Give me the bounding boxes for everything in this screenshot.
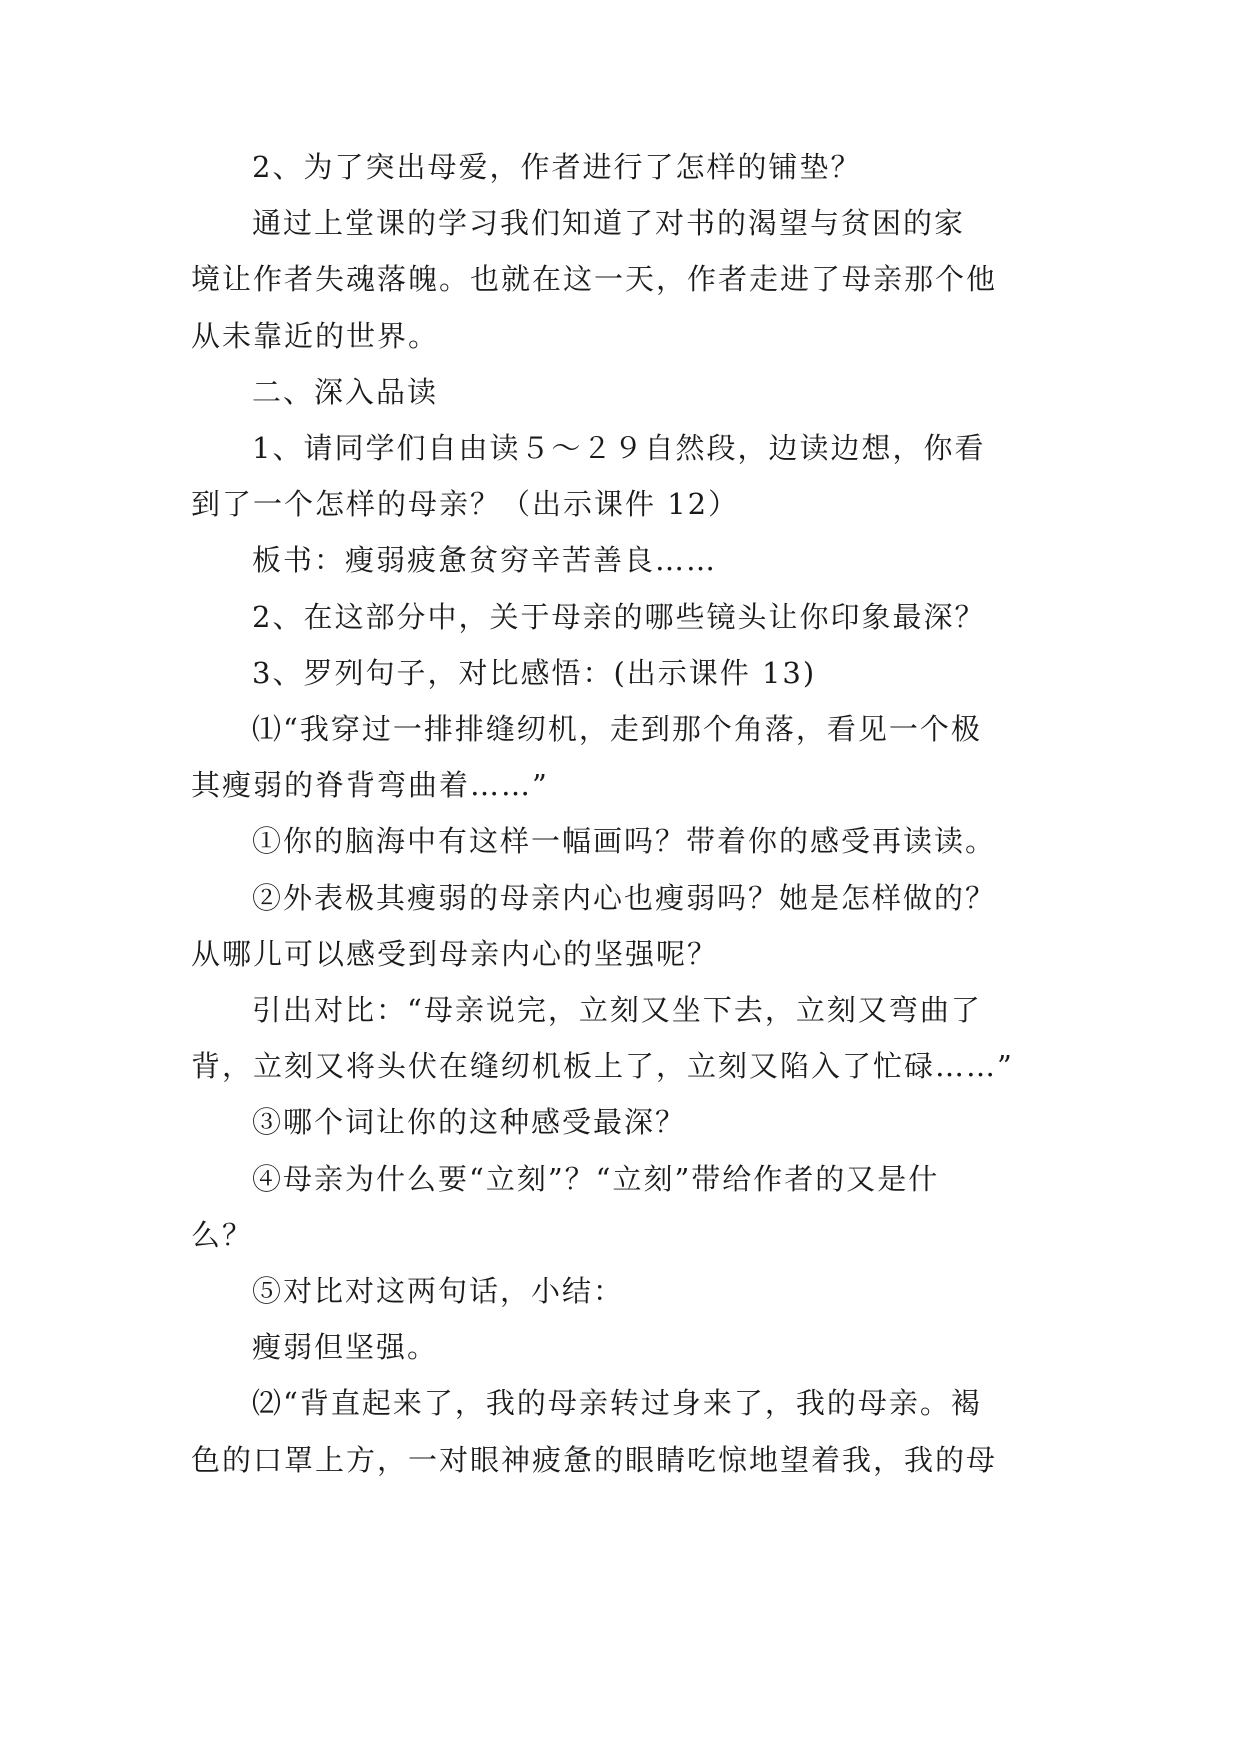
paragraph-line-first: ①你的脑海中有这样一幅画吗？带着你的感受再读读。 bbox=[252, 824, 997, 858]
paragraph-line-first: 二、深入品读 bbox=[252, 375, 439, 409]
paragraph-line-first: 2、为了突出母爱，作者进行了怎样的铺垫？ bbox=[252, 150, 862, 184]
paragraph-line-first: 1、请同学们自由读５～２９自然段，边读边想，你看 bbox=[252, 431, 986, 465]
paragraph-line: 从未靠近的世界。 bbox=[191, 319, 440, 353]
paragraph-line: 其瘦弱的脊背弯曲着……” bbox=[191, 768, 549, 802]
paragraph-line: 色的口罩上方，一对眼神疲惫的眼睛吃惊地望着我，我的母 bbox=[191, 1443, 998, 1477]
paragraph-line: 到了一个怎样的母亲？（出示课件 12） bbox=[191, 487, 740, 521]
paragraph-line: 么？ bbox=[191, 1218, 254, 1252]
paragraph-line-first: 2、在这部分中，关于母亲的哪些镜头让你印象最深？ bbox=[252, 600, 986, 634]
paragraph-line-first: ③哪个词让你的这种感受最深？ bbox=[252, 1105, 687, 1139]
paragraph-line-first: 3、罗列句子，对比感悟：(出示课件 13) bbox=[252, 656, 817, 690]
paragraph-line-first: 引出对比：“母亲说完，立刻又坐下去，立刻又弯曲了 bbox=[252, 993, 982, 1027]
paragraph-line: 背，立刻又将头伏在缝纫机板上了，立刻又陷入了忙碌……” bbox=[191, 1049, 1014, 1083]
paragraph-line-first: ②外表极其瘦弱的母亲内心也瘦弱吗？她是怎样做的？ bbox=[252, 881, 997, 915]
paragraph-line-first: ④母亲为什么要“立刻”？“立刻”带给作者的又是什 bbox=[252, 1162, 940, 1196]
paragraph-line-first: ⑤对比对这两句话，小结： bbox=[252, 1274, 625, 1308]
paragraph-line: 境让作者失魂落魄。也就在这一天，作者走进了母亲那个他 bbox=[191, 262, 998, 296]
paragraph-line-first: 通过上堂课的学习我们知道了对书的渴望与贫困的家 bbox=[252, 206, 966, 240]
paragraph-line-first: 瘦弱但坚强。 bbox=[252, 1330, 439, 1364]
paragraph-line-first: 板书：瘦弱疲惫贫穷辛苦善良…… bbox=[252, 543, 718, 577]
paragraph-line-first: ⑵“背直起来了，我的母亲转过身来了，我的母亲。褐 bbox=[252, 1386, 982, 1420]
paragraph-line: 从哪儿可以感受到母亲内心的坚强呢？ bbox=[191, 937, 719, 971]
paragraph-line-first: ⑴“我穿过一排排缝纫机，走到那个角落，看见一个极 bbox=[252, 712, 982, 746]
